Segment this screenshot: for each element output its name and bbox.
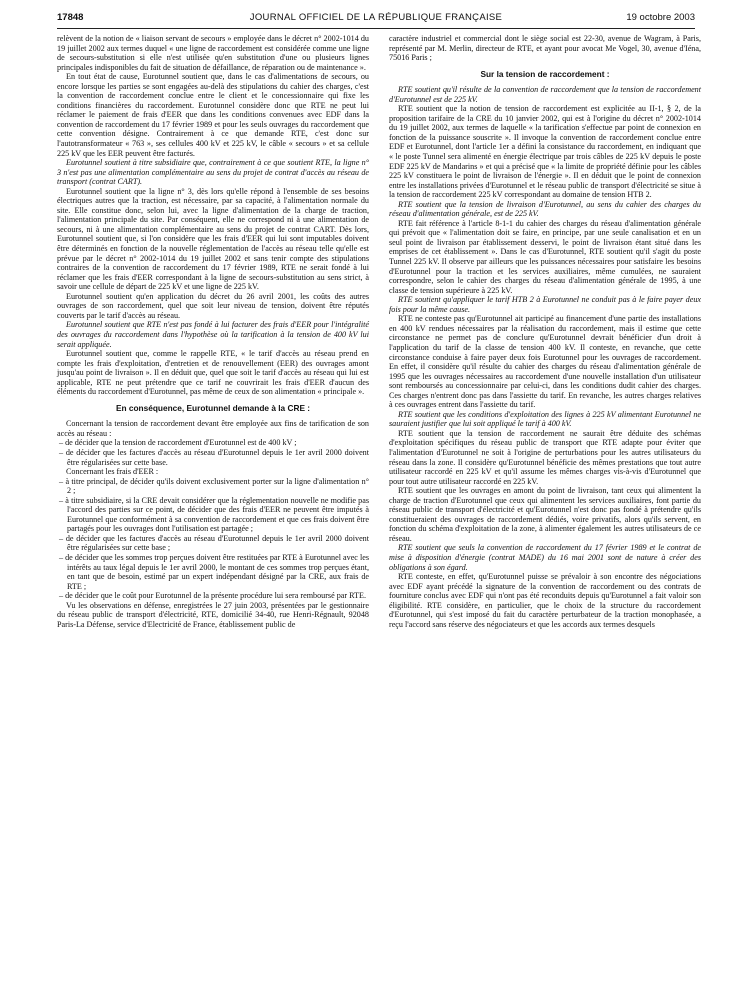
paragraph: caractère industriel et commercial dont le siège social est 22-30, avenue de Wagram, à Paris, représenté par M. Merlin, directeur de RTE, et ayant pour avocat Me Vogel, 30, avenue d'Iéna, 75016 Paris ; xyxy=(389,34,701,63)
paragraph: RTE ne conteste pas qu'Eurotunnel ait participé au financement d'une partie des installations en 400 kV rendues nécessaires par la réalisation du raccordement, mais il estime que cette circonstance ne permet pas de conclure qu'Eurotunnel devrait bénéficier d'un droit à l'application du tarif de la classe de tension 400 kV. Il conteste, en revanche, que cette circonstance conduise à faire payer deux fois Eurotunnel pour les ouvrages de raccordement. En effet, il considère qu'il résulte du cahier des charges du réseau d'alimentation générale de 1995 que les ouvrages nécessaires au raccordement d'une nouvelle installation d'un utilisateur sont remboursés au concessionnaire par celui-ci, dans les conditions dudit cahier des charges. Ces charges n'entrent donc pas dans l'assiette du tarif. En revanche, les autres charges relatives à ces ouvrages entrent dans l'assiette du tarif. xyxy=(389,314,701,410)
list-item: – de décider que les sommes trop perçues doivent être restituées par RTE à Eurotunnel avec les intérêts au taux légal depuis le 1er avril 2000, le montant de ces sommes trop perçues étant, en tant que de besoin, estimé par un expert indépendant désigné par la CRE, aux frais de RTE ; xyxy=(59,552,369,591)
journal-title: JOURNAL OFFICIEL DE LA RÉPUBLIQUE FRANÇAISE xyxy=(249,12,503,23)
paragraph: Concernant les frais d'EER : xyxy=(66,467,159,477)
paragraph: RTE soutient que les ouvrages en amont du point de livraison, tant ceux qui alimentent la charge de traction d'Eurotunnel que ceux qui alimentent les services auxiliaires, font partie du réseau public de transport d'électricité et qu'Eurotunnel n'est donc pas fondé à prétendre qu'ils constitueraient des ouvrages de raccordement dédiés, voire privatifs, alors qu'ils servent, en fonction du schéma d'exploitation de la zone, à alimenter également les autres utilisateurs de ce réseau. xyxy=(389,486,701,543)
paragraph: RTE conteste, en effet, qu'Eurotunnel puisse se prévaloir à son encontre des négociations avec EDF ayant précédé la signature de la convention de raccordement ou des contrats de fourniture conclus avec EDF qui n'ont pas été reconduits depuis qu'Eurotunnel a fait valoir son éligibilité. RTE considère, en particulier, que le choix de la structure du raccordement d'Eurotunnel, qui s'est imposé du fait du caractère perturbateur de la traction monophasée, a reçu l'accord sans réserve des négociateurs et que les accords aux termes desquels xyxy=(389,572,701,629)
section-heading: En conséquence, Eurotunnel demande à la CRE : xyxy=(115,402,311,413)
paragraph: En tout état de cause, Eurotunnel soutient que, dans le cas d'alimentations de secours, ou encore lorsque les parties se sont engagées au-delà des stipulations du cahier des charges, c'est la convention de raccordement conclue entre le client et le concessionnaire qui fixe les conditions financières du raccordement. Eurotunnel considère donc que RTE ne peut lui réclamer le paiement de frais d'EER que dans les conditions convenues avec EDF dans la convention de raccordement du 17 février 1989 et pour les seuls ouvrages du raccordement que cette convention désigne. Contrairement à ce que demande RTE, c'est donc sur l'autotransformateur « 763 », ses cellules 400 kV et 225 kV, le câble « secours » et sa cellule 225 kV que les EER peuvent être facturés. xyxy=(57,72,369,158)
paragraph: Eurotunnel soutient que la ligne n° 3, dès lors qu'elle répond à l'ensemble de ses besoins électriques autres que la traction, est nécessaire, par sa capacité, à l'alimentation normale du site. Elle constitue donc, selon lui, avec la ligne d'alimentation de la charge de traction, l'alimentation principale du site. Par conséquent, elle ne correspond ni à une alimentation de secours, ni à une alimentation complémentaire au sens du projet de contrat CART. Dès lors, Eurotunnel soutient que, si l'on considère que les frais d'EER qui lui sont imputables doivent être déterminés en fonction de la nouvelle réglementation de l'accès au réseau telle qu'elle est prévue par le décret n° 2002-1014 du 19 juillet 2002 et sans tenir compte des stipulations contraires de la convention de raccordement du 17 février 1989, RTE ne serait fondé à lui réclamer que les frais d'EER correspondant à la ligne de secours-substitution au sens strict, à savoir une cellule de départ de 225 kV et une ligne de 225 kV. xyxy=(57,186,369,292)
section-heading: Sur la tension de raccordement : xyxy=(480,68,610,79)
paragraph: RTE soutient que seuls la convention de raccordement du 17 février 1989 et le contrat de mise à disposition d'énergie (contrat MADE) du 16 mai 2001 sont de nature à créer des obligations à son égard. xyxy=(389,543,701,572)
paragraph: Vu les observations en défense, enregistrées le 27 juin 2003, présentées par le gestionnaire du réseau public de transport d'électricité, RTE, domicilié 34-40, rue Henri-Régnault, 92048 Paris-La Défense, service d'Electricité de France, établissement public de xyxy=(57,600,369,629)
paragraph: RTE soutient que la notion de tension de raccordement est explicitée au II-1, § 2, de la proposition tarifaire de la CRE du 10 janvier 2002, qui est à l'origine du décret n° 2002-1014 du 19 juillet 2002, aux termes de laquelle « la tarification s'effectue par point de connexion en fonction de la puissance souscrite ». Il invoque la convention de raccordement conclue entre EDF et Eurotunnel, dont l'article 1er a défini la consistance du raccordement, en indiquant que « le poste Tunnel sera alimenté en énergie électrique par trois câbles de 225 kV depuis le poste EDF 225 kV de Mandarins » et qui a précisé que « la limite de propriété définie pour les câbles 225 kV constituera le point de livraison de l'énergie ». Il en déduit que le point de connexion entre les installations privées d'Eurotunnel et le réseau public de transport d'électricité se situe à la tension de raccordement 225 kV correspondant au domaine de tension HTB 2. xyxy=(389,104,701,200)
header-rule xyxy=(57,28,695,29)
paragraph: RTE fait référence à l'article 8-1-1 du cahier des charges du réseau d'alimentation générale qui prévoit que « l'alimentation doit se faire, en principe, par une seule canalisation et en un seul point de livraison par établissement desservi, le point de livraison étant situé dans les emprises de cet établissement ». Dans le cas d'Eurotunnel, RTE soutient qu'il s'agit du poste Tunnel 225 kV. Il observe par ailleurs que les puissances nécessaires pour satisfaire les besoins d'Eurotunnel pour la traction et les services auxiliaires, même cumulées, ne sauraient correspondre, selon le cahier des charges du réseau d'alimentation générale de 1995, à une classe de tension supérieure à 225 kV. xyxy=(389,218,701,295)
list-item: – de décider que le coût pour Eurotunnel de la présente procédure lui sera remboursé par RTE. xyxy=(59,591,367,601)
paragraph: RTE soutient que la tension de raccordement ne saurait être déduite des schémas d'exploitation spécifiques du réseau public de transport que RTE adapte pour éviter que l'alimentation d'Eurotunnel ne soit à l'origine de perturbations pour les autres utilisateurs du réseau dans la zone. Il considère qu'Eurotunnel bénéficie des mêmes prestations que tout autre utilisateur raccordé en 225 kV et qu'il assume les mêmes charges vis-à-vis d'Eurotunnel que pour tout autre utilisateur raccordé en 225 kV. xyxy=(389,428,701,486)
request-list xyxy=(57,438,369,467)
list-item: – à titre principal, de décider qu'ils doivent exclusivement porter sur la ligne d'alimentation n° 2 ; xyxy=(59,476,369,496)
paragraph: RTE soutient que la tension de livraison d'Eurotunnel, au sens du cahier des charges du réseau d'alimentation générale, est de 225 kV. xyxy=(389,199,701,219)
left-column xyxy=(57,34,369,629)
paragraph: RTE soutient qu'appliquer le tarif HTB 2 à Eurotunnel ne conduit pas à le faire payer deux fois pour la même cause. xyxy=(389,295,701,314)
paragraph: relèvent de la notion de « liaison servant de secours » employée dans le décret n° 2002-1014 du 19 juillet 2002 aux termes duquel « une ligne de raccordement est considérée comme une ligne de secours-substitution si elle n'est utilisée qu'en substitution d'une ou plusieurs lignes principales indisponibles du fait de situation de défaillance, de réparation ou de maintenance ». xyxy=(57,34,369,72)
paragraph: Eurotunnel soutient qu'en application du décret du 26 avril 2001, les coûts des autres ouvrages de son raccordement, quel que soit leur niveau de tension, doivent être réputés couverts par le tarif d'accès au réseau. xyxy=(57,291,369,320)
page-number: 17848 xyxy=(57,12,84,23)
paragraph: RTE soutient qu'il résulte de la convention de raccordement que la tension de raccordement d'Eurotunnel est de 225 kV. xyxy=(389,85,701,104)
paragraph: Eurotunnel soutient à titre subsidiaire que, contrairement à ce que soutient RTE, la ligne n° 3 n'est pas une alimentation complémentaire au sens du projet de contrat d'accès au réseau de transport (contrat CART). xyxy=(57,158,369,187)
paragraph: Eurotunnel soutient que RTE n'est pas fondé à lui facturer des frais d'EER pour l'intégralité des ouvrages du raccordement dans l'hypothèse où la tarification à la tension de 400 kV lui serait appliquée. xyxy=(57,320,369,349)
list-item: – de décider que les factures d'accès au réseau d'Eurotunnel depuis le 1er avril 2000 doivent être régularisées sur cette base ; xyxy=(59,533,369,553)
paragraph: Eurotunnel soutient que, comme le rappelle RTE, « le tarif d'accès au réseau prend en compte les frais d'exploitation, d'entretien et de renouvellement (EER) des ouvrages amont jusqu'au point de livraison ». Il en déduit que, quel que soit le tarif d'accès au réseau qui lui est applicable, RTE ne peut prétendre que ce tarif ne couvrirait les frais d'EER d'aucun des éléments du raccordement d'Eurotunnel, pas même de ceux de son alimentation « principale ». xyxy=(57,349,369,397)
paragraph: RTE soutient que les conditions d'exploitation des lignes à 225 kV alimentant Eurotunnel ne sauraient justifier que lui soit appliqué le tarif à 400 kV. xyxy=(389,409,701,429)
paragraph: Concernant la tension de raccordement devant être employée aux fins de tarification de son accès au réseau : xyxy=(57,419,369,438)
request-list xyxy=(57,477,369,601)
issue-date: 19 octobre 2003 xyxy=(626,12,695,23)
list-item: – à titre subsidiaire, si la CRE devait considérer que la réglementation nouvelle ne modifie pas l'accord des parties sur ce point, de décider que des frais d'EER ne peuvent être imputés à Eurotunnel que conformément à sa convention de raccordement et que ces frais doivent être partagés pour les ouvrages dont l'utilisation est partagée ; xyxy=(59,495,369,534)
right-column xyxy=(389,34,701,629)
list-item: – de décider que la tension de raccordement d'Eurotunnel est de 400 kV ; xyxy=(59,438,297,448)
page-header xyxy=(57,12,695,26)
list-item: – de décider que les factures d'accès au réseau d'Eurotunnel depuis le 1er avril 2000 doivent être régularisées sur cette base. xyxy=(59,447,369,467)
